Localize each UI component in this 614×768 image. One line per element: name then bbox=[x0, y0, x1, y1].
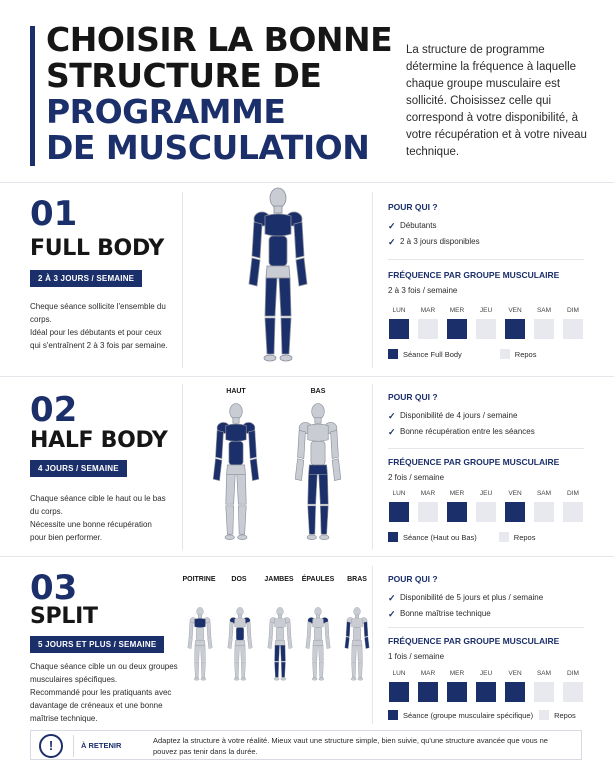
accent-bar bbox=[30, 26, 35, 166]
day-label: JEU bbox=[479, 307, 493, 314]
pour-qui-item: ✓ Bonne maîtrise technique bbox=[388, 606, 588, 622]
pour-qui-block bbox=[388, 202, 588, 250]
day-grid bbox=[388, 307, 591, 339]
day-label: JEU bbox=[479, 490, 493, 497]
figure-label: HAUT bbox=[226, 388, 246, 395]
pour-qui-title: POUR QUI ? bbox=[388, 392, 438, 402]
day-cell bbox=[446, 307, 468, 339]
divider bbox=[0, 182, 614, 183]
column-divider bbox=[182, 192, 183, 368]
check-icon: ✓ bbox=[388, 609, 396, 619]
day-label: SAM bbox=[536, 307, 552, 314]
rest-day-box bbox=[534, 319, 554, 339]
day-cell bbox=[417, 670, 439, 702]
section-title: FULL BODY bbox=[30, 236, 164, 261]
frequency-title: FRÉQUENCE PAR GROUPE MUSCULAIRE bbox=[388, 457, 560, 467]
title-line-4: DE MUSCULATION bbox=[46, 128, 370, 167]
divider bbox=[73, 735, 74, 757]
frequency-sub: 1 fois / semaine bbox=[388, 652, 445, 661]
day-label: MER bbox=[449, 307, 465, 314]
legend-on-swatch bbox=[388, 349, 398, 359]
rest-day-box bbox=[418, 502, 438, 522]
section-title: SPLIT bbox=[30, 604, 98, 629]
legend: Séance Full Body Repos bbox=[388, 349, 536, 359]
day-cell bbox=[446, 670, 468, 702]
day-cell bbox=[533, 670, 555, 702]
day-cell bbox=[504, 670, 526, 702]
legs-muscle-figure-icon bbox=[264, 596, 296, 692]
day-label: LUN bbox=[392, 490, 406, 497]
check-icon: ✓ bbox=[388, 427, 396, 437]
day-label: VEN bbox=[508, 670, 522, 677]
rest-day-box bbox=[563, 682, 583, 702]
training-day-box bbox=[505, 502, 525, 522]
figure-label: DOS bbox=[231, 576, 247, 583]
training-day-box bbox=[389, 319, 409, 339]
rest-day-box bbox=[476, 502, 496, 522]
column-divider bbox=[182, 384, 183, 550]
day-cell bbox=[504, 490, 526, 522]
training-day-box bbox=[447, 319, 467, 339]
day-label: DIM bbox=[567, 490, 579, 497]
header bbox=[0, 0, 614, 180]
day-label: MAR bbox=[420, 307, 436, 314]
day-label: MER bbox=[449, 490, 465, 497]
day-label: LUN bbox=[392, 307, 406, 314]
section-number: 02 bbox=[30, 390, 78, 430]
legend-on-swatch bbox=[388, 710, 398, 720]
figure-label: JAMBES bbox=[264, 576, 294, 583]
pour-qui-item: ✓ Bonne récupération entre les séances bbox=[388, 424, 588, 440]
frequency-title: FRÉQUENCE PAR GROUPE MUSCULAIRE bbox=[388, 270, 560, 280]
frequency-sub: 2 à 3 fois / semaine bbox=[388, 286, 458, 295]
frequency-title: FRÉQUENCE PAR GROUPE MUSCULAIRE bbox=[388, 636, 560, 646]
day-cell bbox=[504, 307, 526, 339]
divider bbox=[388, 448, 584, 449]
footer-callout bbox=[30, 730, 582, 760]
footer-label: À RETENIR bbox=[81, 741, 122, 750]
page-title bbox=[46, 22, 392, 166]
day-cell bbox=[446, 490, 468, 522]
day-cell bbox=[475, 307, 497, 339]
day-cell bbox=[562, 670, 584, 702]
day-cell bbox=[475, 670, 497, 702]
day-cell bbox=[475, 490, 497, 522]
figure-label: ÉPAULES bbox=[301, 576, 335, 583]
day-label: LUN bbox=[392, 670, 406, 677]
day-cell bbox=[533, 307, 555, 339]
frequency-badge: 4 JOURS / SEMAINE bbox=[30, 460, 127, 477]
frequency-sub: 2 fois / semaine bbox=[388, 473, 445, 482]
day-cell bbox=[533, 490, 555, 522]
rest-day-box bbox=[563, 502, 583, 522]
day-label: MER bbox=[449, 670, 465, 677]
day-cell bbox=[417, 490, 439, 522]
check-icon: ✓ bbox=[388, 593, 396, 603]
day-label: DIM bbox=[567, 307, 579, 314]
rest-day-box bbox=[476, 319, 496, 339]
lower-body-muscle-figure-icon bbox=[288, 402, 348, 542]
section-description: Chaque séance cible le haut ou le bas du corps. Nécessite une bonne récupération pour bien performer. bbox=[30, 494, 166, 542]
pour-qui-block bbox=[388, 574, 588, 622]
exclamation-icon: ! bbox=[39, 734, 63, 758]
title-line-2: STRUCTURE DE bbox=[46, 56, 322, 95]
day-label: SAM bbox=[536, 670, 552, 677]
section-description: Cheque séance sollicite l'ensemble du corps. Idéal pour les débutants et pour ceux qui s'entraînent 2 à 3 fois par semaine. bbox=[30, 302, 168, 350]
legend-on-swatch bbox=[388, 532, 398, 542]
legend-off-swatch bbox=[500, 349, 510, 359]
training-day-box bbox=[447, 502, 467, 522]
pour-qui-item: ✓ Disponibilité de 4 jours / semaine bbox=[388, 408, 588, 424]
day-cell bbox=[388, 307, 410, 339]
day-label: VEN bbox=[508, 490, 522, 497]
frequency-badge: 2 À 3 JOURS / SEMAINE bbox=[30, 270, 142, 287]
day-label: DIM bbox=[567, 670, 579, 677]
divider bbox=[388, 259, 584, 260]
divider bbox=[388, 627, 584, 628]
day-cell bbox=[388, 670, 410, 702]
day-label: MAR bbox=[420, 490, 436, 497]
figure-label: BAS bbox=[310, 388, 326, 395]
day-cell bbox=[562, 490, 584, 522]
section-title: HALF BODY bbox=[30, 428, 168, 453]
frequency-block bbox=[388, 636, 588, 661]
legend: Séance (groupe musculaire spécifique) Repos bbox=[388, 710, 576, 720]
frequency-badge: 5 JOURS ET PLUS / SEMAINE bbox=[30, 636, 164, 653]
pour-qui-block bbox=[388, 392, 588, 440]
pour-qui-title: POUR QUI ? bbox=[388, 202, 438, 212]
check-icon: ✓ bbox=[388, 221, 396, 231]
day-label: VEN bbox=[508, 307, 522, 314]
check-icon: ✓ bbox=[388, 411, 396, 421]
rest-day-box bbox=[534, 682, 554, 702]
training-day-box bbox=[505, 319, 525, 339]
title-line-3: PROGRAMME bbox=[46, 92, 286, 131]
arms-muscle-figure-icon bbox=[341, 596, 373, 692]
day-cell bbox=[417, 307, 439, 339]
pour-qui-item: ✓ Débutants bbox=[388, 218, 588, 234]
training-day-box bbox=[418, 682, 438, 702]
frequency-block bbox=[388, 457, 588, 482]
divider bbox=[0, 376, 614, 377]
intro-text: La structure de programme détermine la fréquence à laquelle chaque groupe musculaire est sollicité. Choisissez celle qui correspond à votre disponibilité, à votre récupération et à votre niveau technique. bbox=[406, 44, 587, 158]
legend: Séance (Haut ou Bas) Repos bbox=[388, 532, 535, 542]
day-label: SAM bbox=[536, 490, 552, 497]
day-cell bbox=[388, 490, 410, 522]
legend-off-swatch bbox=[539, 710, 549, 720]
training-day-box bbox=[505, 682, 525, 702]
day-grid bbox=[388, 490, 591, 522]
column-divider bbox=[372, 192, 373, 368]
back-muscle-figure-icon bbox=[224, 596, 256, 692]
frequency-block bbox=[388, 270, 588, 295]
rest-day-box bbox=[563, 319, 583, 339]
day-grid bbox=[388, 670, 591, 702]
training-day-box bbox=[476, 682, 496, 702]
full-body-muscle-figure-icon bbox=[240, 186, 316, 364]
day-cell bbox=[562, 307, 584, 339]
rest-day-box bbox=[534, 502, 554, 522]
figure-label: BRAS bbox=[347, 576, 367, 583]
legend-off-swatch bbox=[499, 532, 509, 542]
chest-muscle-figure-icon bbox=[184, 596, 216, 692]
pour-qui-title: POUR QUI ? bbox=[388, 574, 438, 584]
pour-qui-item: ✓ 2 à 3 jours disponibles bbox=[388, 234, 588, 250]
day-label: JEU bbox=[479, 670, 493, 677]
footer-text: Adaptez la structure à votre réalité. Mieux vaut une structure simple, bien suivie, qu'une structure avancée que vous ne pouvez pas tenir dans la durée. bbox=[153, 736, 548, 756]
upper-body-muscle-figure-icon bbox=[206, 402, 266, 542]
training-day-box bbox=[389, 682, 409, 702]
section-number: 01 bbox=[30, 194, 78, 234]
section-description: Chaque séance cible un ou deux groupes musculaires spécifiques. Recommandé pour les pratiquants avec davantage de créneaux et une bonne maîtrise technique. bbox=[30, 662, 178, 723]
training-day-box bbox=[389, 502, 409, 522]
figure-label: POITRINE bbox=[182, 576, 216, 583]
training-day-box bbox=[447, 682, 467, 702]
rest-day-box bbox=[418, 319, 438, 339]
divider bbox=[0, 556, 614, 557]
shoulders-muscle-figure-icon bbox=[302, 596, 334, 692]
title-line-1: CHOISIR LA BONNE bbox=[46, 20, 393, 59]
day-label: MAR bbox=[420, 670, 436, 677]
check-icon: ✓ bbox=[388, 237, 396, 247]
section-number: 03 bbox=[30, 568, 78, 608]
column-divider bbox=[372, 384, 373, 550]
pour-qui-item: ✓ Disponibilité de 5 jours et plus / semaine bbox=[388, 590, 588, 606]
